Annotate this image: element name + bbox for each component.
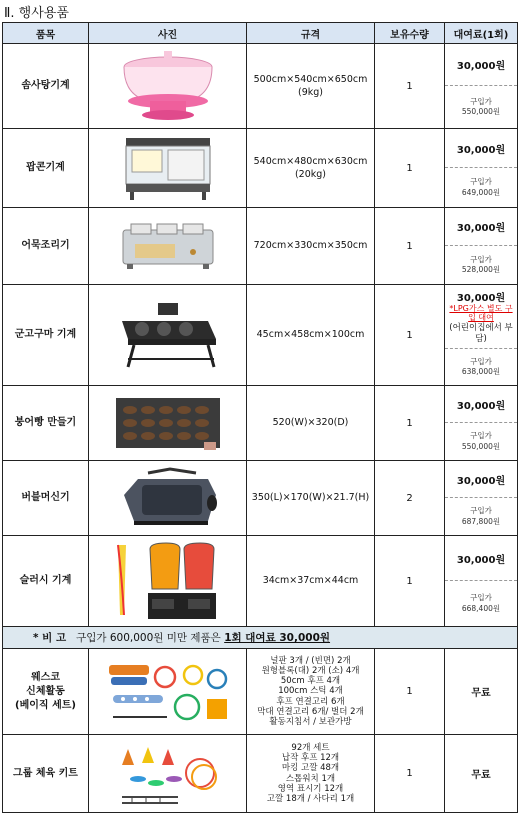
- fishcake-cooker-image: [113, 220, 223, 272]
- table-header-row: [3, 23, 518, 44]
- item-spec: [247, 285, 375, 386]
- spec-line: 540cm×480cm×630cm: [253, 155, 368, 167]
- table-row: [3, 208, 518, 285]
- header-rent: 대여료(1회): [445, 23, 518, 44]
- table-row: [3, 129, 518, 208]
- content-line: 막대 연결고리 6개/ 벌더 2개: [257, 706, 364, 717]
- remark-text: 구입가 600,000원 미만 제품은: [76, 632, 221, 644]
- item-name-line: 그룹 체육 키트: [13, 767, 78, 779]
- remark-cell: [3, 627, 518, 649]
- item-spec: [247, 386, 375, 461]
- item-qty: 1: [375, 386, 445, 461]
- buy-price: 550,000원: [461, 441, 501, 451]
- buy-label: 구입가: [470, 356, 492, 366]
- popcorn-machine-image: [108, 134, 228, 202]
- buy-label: 구입가: [470, 431, 492, 441]
- item-name: 버블머신기: [3, 461, 89, 536]
- bubble-machine-image: [108, 465, 228, 531]
- header-photo: 사진: [89, 23, 247, 44]
- content-line: 50cm 후프 4개: [280, 676, 341, 687]
- item-photo: [89, 649, 247, 735]
- rent-price: 30,000원: [445, 208, 517, 246]
- header-qty: 보유수량: [375, 23, 445, 44]
- item-qty: 1: [375, 735, 445, 813]
- content-line: 활동지침서 / 보관가방: [269, 716, 352, 727]
- buy-label: 구입가: [470, 506, 492, 516]
- header-spec: 규격: [247, 23, 375, 44]
- content-line: 납작 후프 12개: [281, 753, 340, 764]
- item-contents: [247, 649, 375, 735]
- item-name: 솜사탕기계: [3, 44, 89, 129]
- rent-price: 30,000원: [445, 129, 517, 168]
- item-qty: 1: [375, 208, 445, 285]
- content-line: 후프 연결고리 6개: [276, 696, 345, 707]
- slush-machine-image: [108, 539, 228, 623]
- item-photo: [89, 735, 247, 813]
- item-qty: 1: [375, 129, 445, 208]
- group-sports-kit-image: [108, 739, 228, 809]
- rent-price: 30,000원: [445, 461, 517, 498]
- item-qty: 1: [375, 285, 445, 386]
- burden-note: (어린이집에서 부담): [449, 322, 513, 344]
- item-rent: [445, 386, 518, 461]
- item-photo: [89, 461, 247, 536]
- buy-price: 528,000원: [461, 265, 501, 274]
- item-qty: 2: [375, 461, 445, 536]
- buy-price: 687,800원: [461, 516, 501, 526]
- spec-line: 45cm×458cm×100cm: [256, 329, 365, 341]
- table-row: [3, 461, 518, 536]
- spec-line: 500cm×540cm×650cm: [253, 73, 368, 85]
- spec-line: 720cm×330cm×350cm: [253, 240, 368, 252]
- cotton-candy-machine-image: [108, 49, 228, 123]
- content-line: 영역 표시기 12개: [277, 783, 344, 794]
- item-photo: [89, 208, 247, 285]
- item-name: 팝콘기계: [3, 129, 89, 208]
- spec-weight: (9kg): [298, 87, 323, 98]
- rental-table: [2, 22, 518, 813]
- item-photo: [89, 44, 247, 129]
- buy-price: 550,000원: [461, 107, 501, 116]
- item-name: [3, 735, 89, 813]
- rent-free: 무료: [445, 735, 518, 813]
- item-qty: 1: [375, 536, 445, 627]
- table-row: [3, 649, 518, 735]
- spec-line: 350(L)×170(W)×21.7(H): [251, 492, 370, 504]
- table-row: [3, 285, 518, 386]
- rent-price: 30,000원: [445, 386, 517, 423]
- content-line: 원형블록(대) 2개 (소) 4개: [261, 666, 360, 677]
- item-name: 군고구마 기계: [3, 285, 89, 386]
- content-line: 널판 3개 / (빈면) 2개: [270, 655, 351, 666]
- item-rent: [445, 44, 518, 129]
- buy-price: 668,400원: [461, 603, 501, 613]
- item-name: 붕어빵 만들기: [3, 386, 89, 461]
- content-line: 스톱워치 1개: [285, 773, 336, 784]
- table-row: [3, 536, 518, 627]
- spec-line: 34cm×37cm×44cm: [262, 575, 359, 587]
- content-line: 마킹 고깔 48개: [281, 763, 340, 774]
- buy-label: 구입가: [470, 96, 492, 106]
- content-line: 92개 세트: [291, 742, 330, 753]
- rent-price: 30,000원: [445, 536, 517, 581]
- item-name: 슬러시 기계: [3, 536, 89, 627]
- sweet-potato-roaster-image: [108, 299, 228, 371]
- content-line: 100cm 스틱 4개: [278, 686, 343, 697]
- item-photo: [89, 386, 247, 461]
- item-name: [3, 649, 89, 735]
- remark-label: * 비 고: [33, 632, 67, 644]
- item-spec: [247, 461, 375, 536]
- item-qty: 1: [375, 44, 445, 129]
- item-spec: [247, 44, 375, 129]
- rent-price: 30,000원: [445, 44, 517, 86]
- item-qty: 1: [375, 649, 445, 735]
- table-row: [3, 735, 518, 813]
- item-photo: [89, 129, 247, 208]
- item-spec: [247, 536, 375, 627]
- spec-line: 520(W)×320(D): [272, 417, 349, 429]
- section-title: Ⅱ. 행사용품: [4, 6, 69, 21]
- buy-label: 구입가: [470, 593, 492, 603]
- buy-price: 638,000원: [461, 367, 501, 376]
- buy-label: 구입가: [470, 177, 492, 187]
- buy-label: 구입가: [470, 254, 492, 264]
- item-rent: [445, 536, 518, 627]
- spec-weight: (20kg): [294, 169, 327, 180]
- rent-price: 30,000원: [456, 292, 506, 304]
- item-photo: [89, 536, 247, 627]
- rent-free: 무료: [445, 649, 518, 735]
- item-rent: [445, 129, 518, 208]
- table-row: [3, 44, 518, 129]
- physical-activity-set-image: [103, 655, 233, 729]
- item-contents: [247, 735, 375, 813]
- item-name-line: (베이직 세트): [15, 699, 76, 711]
- item-spec: [247, 208, 375, 285]
- buy-price: 649,000원: [461, 187, 501, 197]
- lpg-note: *LPG가스 별도 구입 대여: [449, 303, 513, 323]
- remark-emphasis: 1회 대여료 30,000원: [224, 632, 331, 644]
- remark-row: [3, 627, 518, 649]
- header-item: 품목: [3, 23, 89, 44]
- item-name-line: 신체활동: [26, 685, 65, 697]
- item-photo: [89, 285, 247, 386]
- item-name: 어묵조리기: [3, 208, 89, 285]
- item-spec: [247, 129, 375, 208]
- table-row: [3, 386, 518, 461]
- content-line: 고깔 18개 / 사다리 1개: [266, 793, 355, 804]
- item-name-line: 웨스코: [31, 671, 60, 683]
- item-rent: [445, 461, 518, 536]
- item-rent: [445, 285, 518, 386]
- fish-bread-maker-image: [108, 390, 228, 456]
- item-rent: [445, 208, 518, 285]
